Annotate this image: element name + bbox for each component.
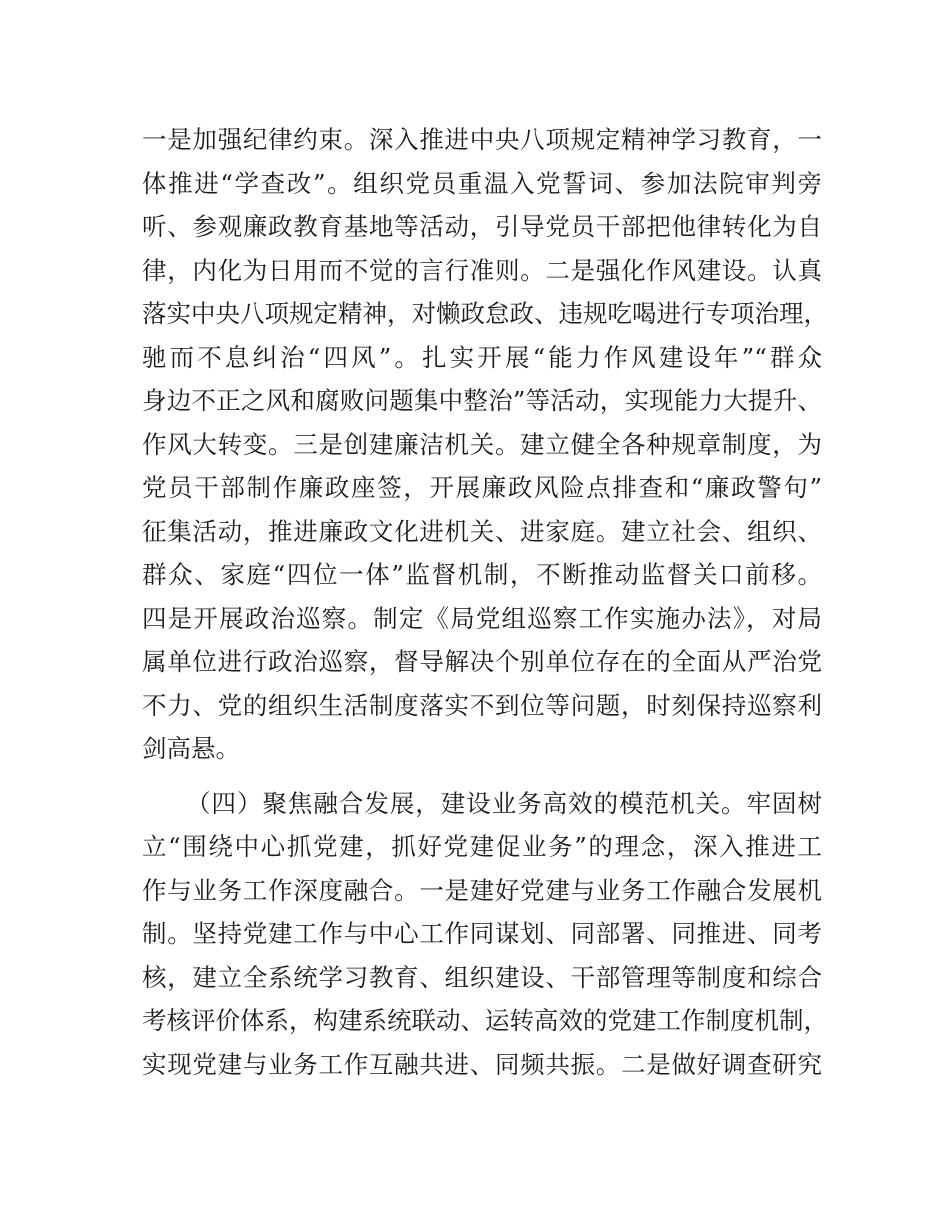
text-line: 律，内化为日用而不觉的言行准则。二是强化作风建设。认真 <box>142 255 822 285</box>
text-line: 作风大转变。三是创建廉洁机关。建立健全各种规章制度，为 <box>142 429 822 459</box>
text-line: 剑高悬。 <box>142 734 240 763</box>
text-line: 属单位进行政治巡察，督导解决个别单位存在的全面从严治党 <box>142 647 822 676</box>
text-line: 核，建立全系统学习教育、组织建设、干部管理等制度和综合 <box>142 962 822 992</box>
text-line: 一是加强纪律约束。深入推进中央八项规定精神学习教育，一 <box>142 125 822 154</box>
paragraph-integration <box>142 782 828 1087</box>
text-line: 作与业务工作深度融合。一是建好党建与业务工作融合发展机 <box>142 875 822 905</box>
document-page <box>142 118 828 1086</box>
text-line: 实现党建与业务工作互融共进、同频共振。二是做好调查研究 <box>142 1049 822 1079</box>
paragraph-spacer <box>142 771 822 782</box>
text-line: 征集活动，推进廉政文化进机关、进家庭。建立社会、组织、 <box>142 516 822 546</box>
text-line: （四）聚焦融合发展，建设业务高效的模范机关。牢固树 <box>186 788 822 818</box>
text-line: 党员干部制作廉政座签，开展廉政风险点排查和“廉政警句” <box>142 473 822 502</box>
text-line: 落实中央八项规定精神，对懒政怠政、违规吃喝进行专项治理， <box>142 299 828 328</box>
text-line: 听、参观廉政教育基地等活动，引导党员干部把他律转化为自 <box>142 212 822 241</box>
text-line: 制。坚持党建工作与中心工作同谋划、同部署、同推进、同考 <box>142 919 822 948</box>
text-line: 驰而不息纠治“四风”。扎实开展“能力作风建设年”“群众 <box>142 342 822 372</box>
text-line: 四是开展政治巡察。制定《局党组巡察工作实施办法》，对局 <box>142 603 822 633</box>
paragraph-discipline <box>142 118 828 771</box>
text-line: 考核评价体系，构建系统联动、运转高效的党建工作制度机制， <box>142 1006 828 1035</box>
text-line: 立“围绕中心抓党建，抓好党建促业务”的理念，深入推进工 <box>142 832 822 861</box>
text-line: 群众、家庭“四位一体”监督机制，不断推动监督关口前移。 <box>142 560 822 589</box>
text-line: 身边不正之风和腐败问题集中整治”等活动，实现能力大提升、 <box>142 386 822 415</box>
text-line: 不力、党的组织生活制度落实不到位等问题，时刻保持巡察利 <box>142 690 822 720</box>
text-line: 体推进“学查改”。组织党员重温入党誓词、参加法院审判旁 <box>142 168 822 198</box>
